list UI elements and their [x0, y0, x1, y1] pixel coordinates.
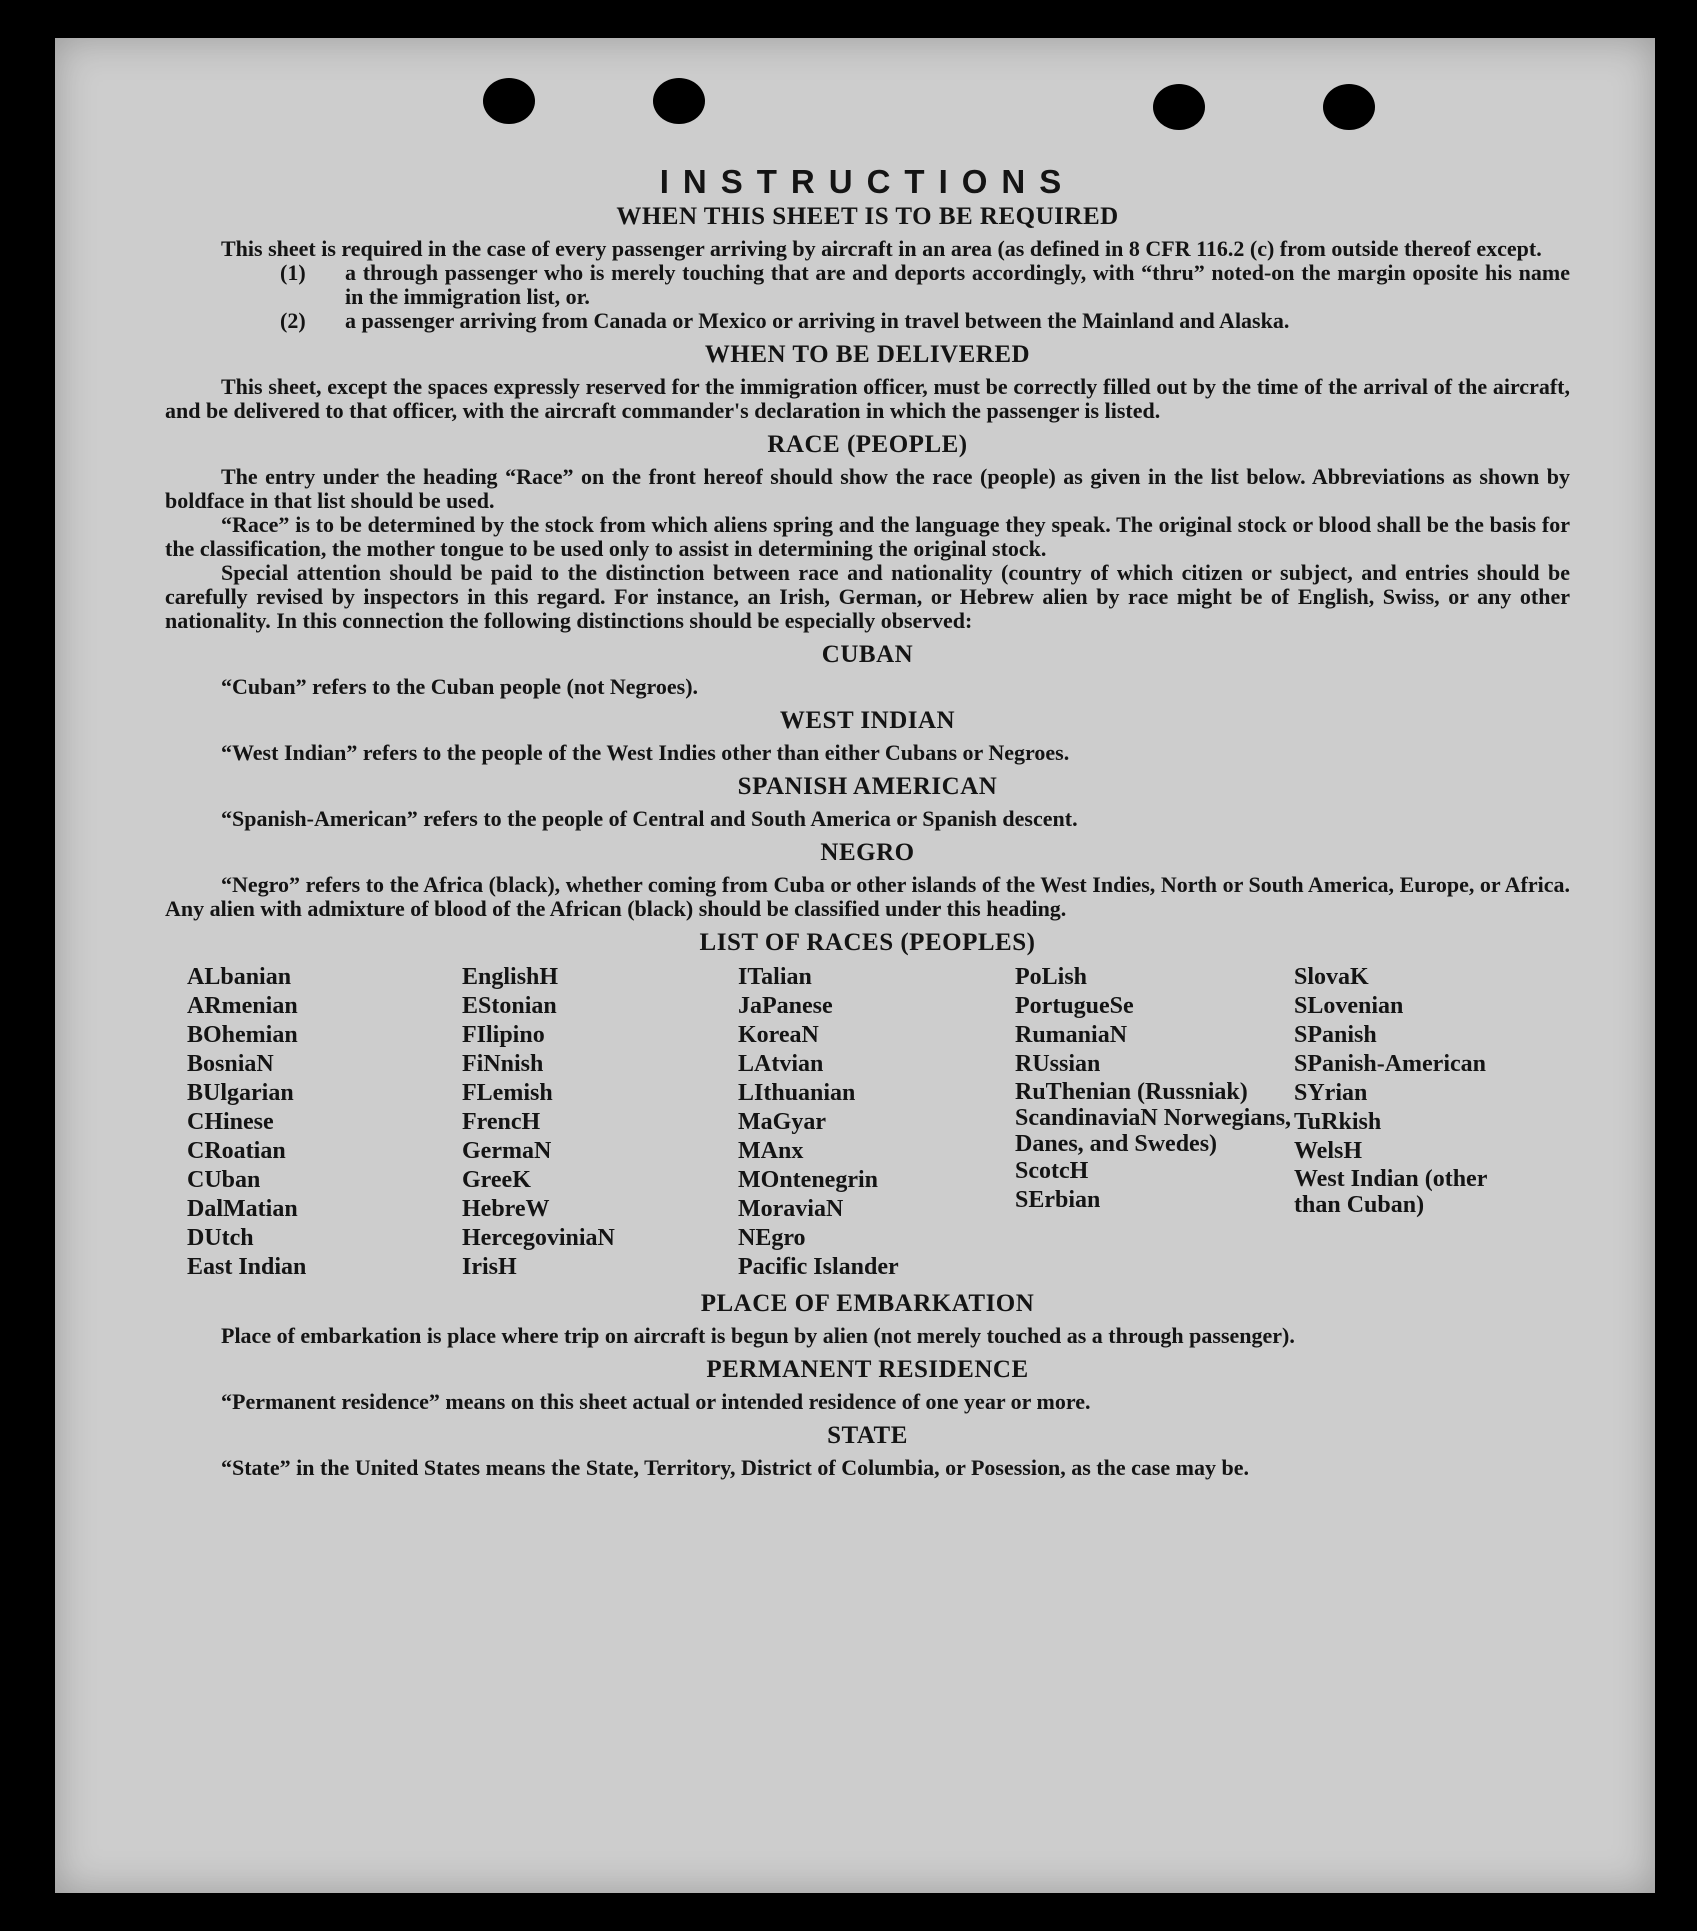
paragraph: Special attention should be paid to the distinction between race and nationality (country of which citizen or subject, and entries should be carefully revised by inspectors in this regard. For instance, an Irish, German, or Hebrew alien by race might be of English, Swiss, or any other nationality. In this connection the following distinctions should be especially observed: — [165, 560, 1570, 633]
race-entry: WelsH — [1294, 1138, 1363, 1164]
race-entry: RuThenian (Russniak) — [1015, 1079, 1248, 1105]
race-entry: MoraviaN — [738, 1196, 844, 1222]
race-entry: MaGyar — [738, 1109, 826, 1135]
document-sheet — [55, 38, 1655, 1893]
page-title: INSTRUCTIONS — [659, 163, 1076, 200]
paragraph: “Cuban” refers to the Cuban people (not Negroes). — [221, 674, 699, 699]
punch-hole — [1153, 84, 1205, 130]
race-entry: SlovaK — [1294, 964, 1369, 990]
item-text: a through passenger who is merely touching that are and deports accordingly, with “thru” noted-on the margin oposite his name in the immigration list, or. — [345, 260, 1570, 309]
race-entry: Pacific Islander — [738, 1254, 899, 1280]
paragraph: “State” in the United States means the State, Territory, District of Columbia, or Posession, as the case may be. — [221, 1455, 1250, 1480]
paragraph: “Negro” refers to the Africa (black), whether coming from Cuba or other islands of the West Indies, North or South America, Europe, or Africa. Any alien with admixture of blood of the African (black) should be classified under this heading. — [165, 872, 1570, 921]
race-entry: JaPanese — [738, 993, 833, 1019]
section-heading: WHEN THIS SHEET IS TO BE REQUIRED — [616, 203, 1119, 230]
section-heading: NEGRO — [820, 839, 915, 866]
race-entry: PortugueSe — [1015, 993, 1134, 1019]
section-heading: RACE (PEOPLE) — [767, 431, 968, 458]
punch-hole — [483, 78, 535, 124]
section-heading: STATE — [827, 1422, 908, 1449]
race-entry: DalMatian — [187, 1196, 298, 1222]
race-entry: FLemish — [462, 1080, 553, 1106]
item-text: a passenger arriving from Canada or Mexico or arriving in travel between the Mainland and Alaska. — [345, 308, 1290, 333]
section-heading: PLACE OF EMBARKATION — [700, 1290, 1035, 1317]
race-entry: TuRkish — [1294, 1109, 1382, 1135]
race-entry: SPanish-American — [1294, 1051, 1486, 1077]
race-entry: EnglishH — [462, 964, 559, 990]
paragraph: This sheet, except the spaces expressly reserved for the immigration officer, must be correctly filled out by the time of the arrival of the aircraft, and be delivered to that officer, with the aircraft commander's declaration in which the passenger is listed. — [165, 374, 1570, 423]
race-entry: FIlipino — [462, 1022, 545, 1048]
race-entry: MAnx — [738, 1138, 804, 1164]
race-entry: FiNnish — [462, 1051, 544, 1077]
race-column — [1294, 963, 1524, 1282]
punch-hole — [1323, 84, 1375, 130]
paragraph: “Permanent residence” means on this sheet actual or intended residence of one year or more. — [221, 1389, 1091, 1414]
paragraph: “Race” is to be determined by the stock from which aliens spring and the language they speak. The original stock or blood shall be the basis for the classification, the mother tongue to be used only to assist in determining the original stock. — [165, 512, 1570, 561]
paragraph: “Spanish-American” refers to the people of Central and South America or Spanish descent. — [221, 806, 1078, 831]
race-entry: BosniaN — [187, 1051, 274, 1077]
section-heading: CUBAN — [821, 641, 914, 668]
paragraph: The entry under the heading “Race” on the front hereof should show the race (people) as given in the list below. Abbreviations as shown by boldface in that list should be used. — [165, 464, 1570, 513]
instructions-body — [165, 163, 1570, 1480]
race-entry: GreeK — [462, 1167, 531, 1193]
race-entry: CRoatian — [187, 1138, 286, 1164]
item-number: (1) — [280, 260, 306, 285]
race-entry: RumaniaN — [1015, 1022, 1128, 1048]
race-entry: HercegoviniaN — [462, 1225, 615, 1251]
punch-hole — [653, 78, 705, 124]
race-column — [462, 963, 738, 1282]
race-entry: BOhemian — [187, 1022, 298, 1048]
race-entry: East Indian — [187, 1254, 307, 1280]
race-entry: GermaN — [462, 1138, 552, 1164]
race-entry: SYrian — [1294, 1080, 1368, 1106]
list-item — [280, 261, 1570, 309]
race-list — [187, 963, 1570, 1282]
race-entry: ARmenian — [187, 993, 298, 1019]
race-entry: FrencH — [462, 1109, 541, 1135]
race-entry: CUban — [187, 1167, 261, 1193]
race-entry: NEgro — [738, 1225, 806, 1251]
race-entry: DUtch — [187, 1225, 254, 1251]
race-entry: MOntenegrin — [738, 1167, 878, 1193]
race-entry: ALbanian — [187, 964, 292, 990]
race-entry: ScandinaviaN Norwegians, Danes, and Swedes) — [1015, 1105, 1292, 1157]
race-entry: EStonian — [462, 993, 557, 1019]
race-entry: ScotcH — [1015, 1158, 1089, 1184]
race-entry: LAtvian — [738, 1051, 824, 1077]
race-entry: HebreW — [462, 1196, 550, 1222]
race-entry: RUssian — [1015, 1051, 1101, 1077]
paragraph: This sheet is required in the case of every passenger arriving by aircraft in an area (as defined in 8 CFR 116.2 (c) from outside thereof except. — [221, 236, 1542, 261]
paragraph: Place of embarkation is place where trip on aircraft is begun by alien (not merely touched as a through passenger). — [221, 1323, 1295, 1348]
race-entry: West Indian (other than Cuban) — [1294, 1166, 1487, 1218]
list-item — [280, 309, 1570, 333]
race-entry: IrisH — [462, 1254, 517, 1280]
race-entry: ITalian — [738, 964, 812, 990]
paragraph: “West Indian” refers to the people of the West Indies other than either Cubans or Negroes. — [221, 740, 1070, 765]
race-column — [738, 963, 1015, 1282]
section-heading: SPANISH AMERICAN — [737, 773, 998, 800]
section-heading: WHEN TO BE DELIVERED — [704, 341, 1031, 368]
race-entry: LIthuanian — [738, 1080, 856, 1106]
race-entry: SPanish — [1294, 1022, 1377, 1048]
race-entry: PoLish — [1015, 964, 1088, 990]
race-entry: SErbian — [1015, 1187, 1101, 1213]
section-heading: WEST INDIAN — [779, 707, 956, 734]
race-entry: SLovenian — [1294, 993, 1404, 1019]
race-entry: BUlgarian — [187, 1080, 294, 1106]
race-entry: KoreaN — [738, 1022, 819, 1048]
section-heading: LIST OF RACES (PEOPLES) — [699, 929, 1036, 956]
race-entry: CHinese — [187, 1109, 274, 1135]
item-number: (2) — [280, 308, 306, 333]
race-column — [187, 963, 462, 1282]
race-column — [1015, 963, 1294, 1282]
section-heading: PERMANENT RESIDENCE — [706, 1356, 1029, 1383]
